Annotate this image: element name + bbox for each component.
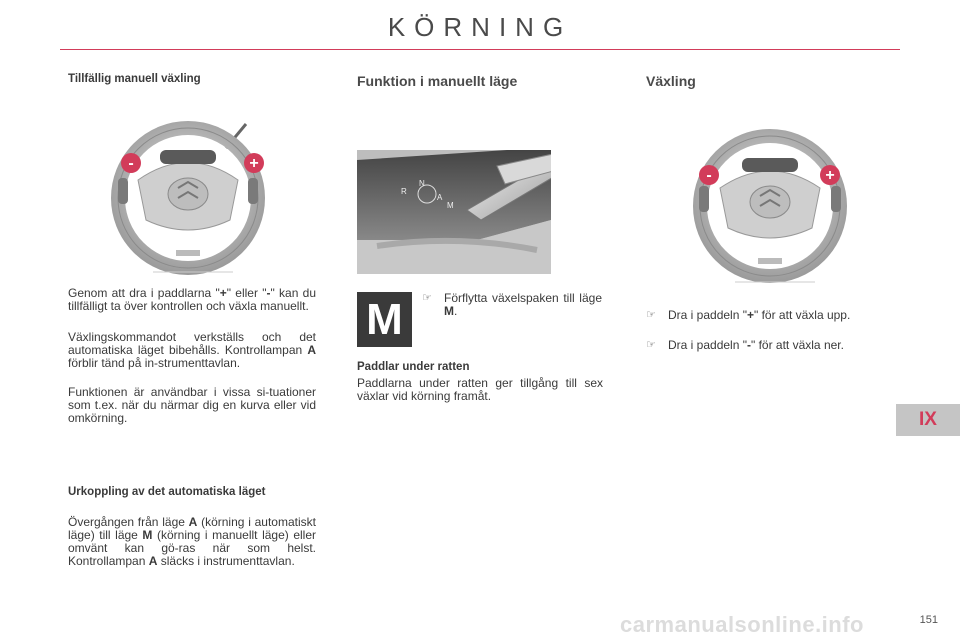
- minus-sign: -: [706, 167, 712, 184]
- paragraph-paddles: Genom att dra i paddlarna "+" eller "-" kan du tillfälligt ta över kontrollen och växla manuellt.: [68, 286, 316, 313]
- plus-sign: +: [825, 167, 835, 184]
- heading-paddles-under-wheel: Paddlar under ratten: [357, 361, 470, 373]
- page-number: 151: [919, 614, 938, 626]
- plus-sign: +: [249, 155, 259, 172]
- gear-lever-illustration: [357, 150, 551, 274]
- bullet-move-lever: ☞ Förflytta växelspaken till läge M.: [422, 291, 602, 318]
- page-title: KÖRNING: [387, 12, 573, 42]
- minus-sign: -: [128, 155, 134, 172]
- watermark: carmanualsonline.info: [620, 612, 864, 637]
- pointing-hand-icon: ☞: [646, 309, 656, 321]
- paragraph-usage: Funktionen är användbar i vissa si-tuationer som t.ex. när du närmar dig en kurva eller vid omkörning.: [68, 385, 316, 425]
- lever-label-m: M: [447, 201, 454, 210]
- heading-manual-mode-function: Funktion i manuellt läge: [357, 73, 518, 89]
- lever-label-n: N: [419, 179, 425, 188]
- steering-wheel-illustration-left: [108, 110, 268, 280]
- paragraph-six-gears: Paddlarna under ratten ger tillgång till sex växlar vid körning framåt.: [357, 376, 603, 403]
- lever-label-r: R: [401, 187, 407, 196]
- pointing-hand-icon: ☞: [646, 339, 656, 351]
- bullet-shift-down: ☞ Dra i paddeln "-" för att växla ner.: [646, 338, 844, 352]
- paragraph-command: Växlingskommandot verkställs och det automatiska läget bibehålls. Kontrollampan A förblir tänd på in-strumenttavlan.: [68, 330, 316, 370]
- lever-label-a: A: [437, 193, 443, 202]
- heading-gear-shift: Växling: [646, 73, 696, 89]
- heading-temporary-manual: Tillfällig manuell växling: [68, 73, 201, 85]
- chapter-tab: IX: [896, 404, 960, 436]
- pointing-hand-icon: ☞: [422, 292, 432, 304]
- heading-disengage-auto: Urkoppling av det automatiska läget: [68, 486, 266, 498]
- mode-m-indicator-icon: M: [357, 292, 412, 347]
- title-divider: [60, 49, 900, 50]
- steering-wheel-illustration-right: [685, 122, 855, 290]
- bullet-shift-up: ☞ Dra i paddeln "+" för att växla upp.: [646, 308, 851, 322]
- paragraph-transition: Övergången från läge A (körning i automatiskt läge) till läge M (körning i manuellt läge) eller omvänt kan gö-ras när som helst. Kontrollampan A släcks i instrumenttavlan.: [68, 515, 316, 568]
